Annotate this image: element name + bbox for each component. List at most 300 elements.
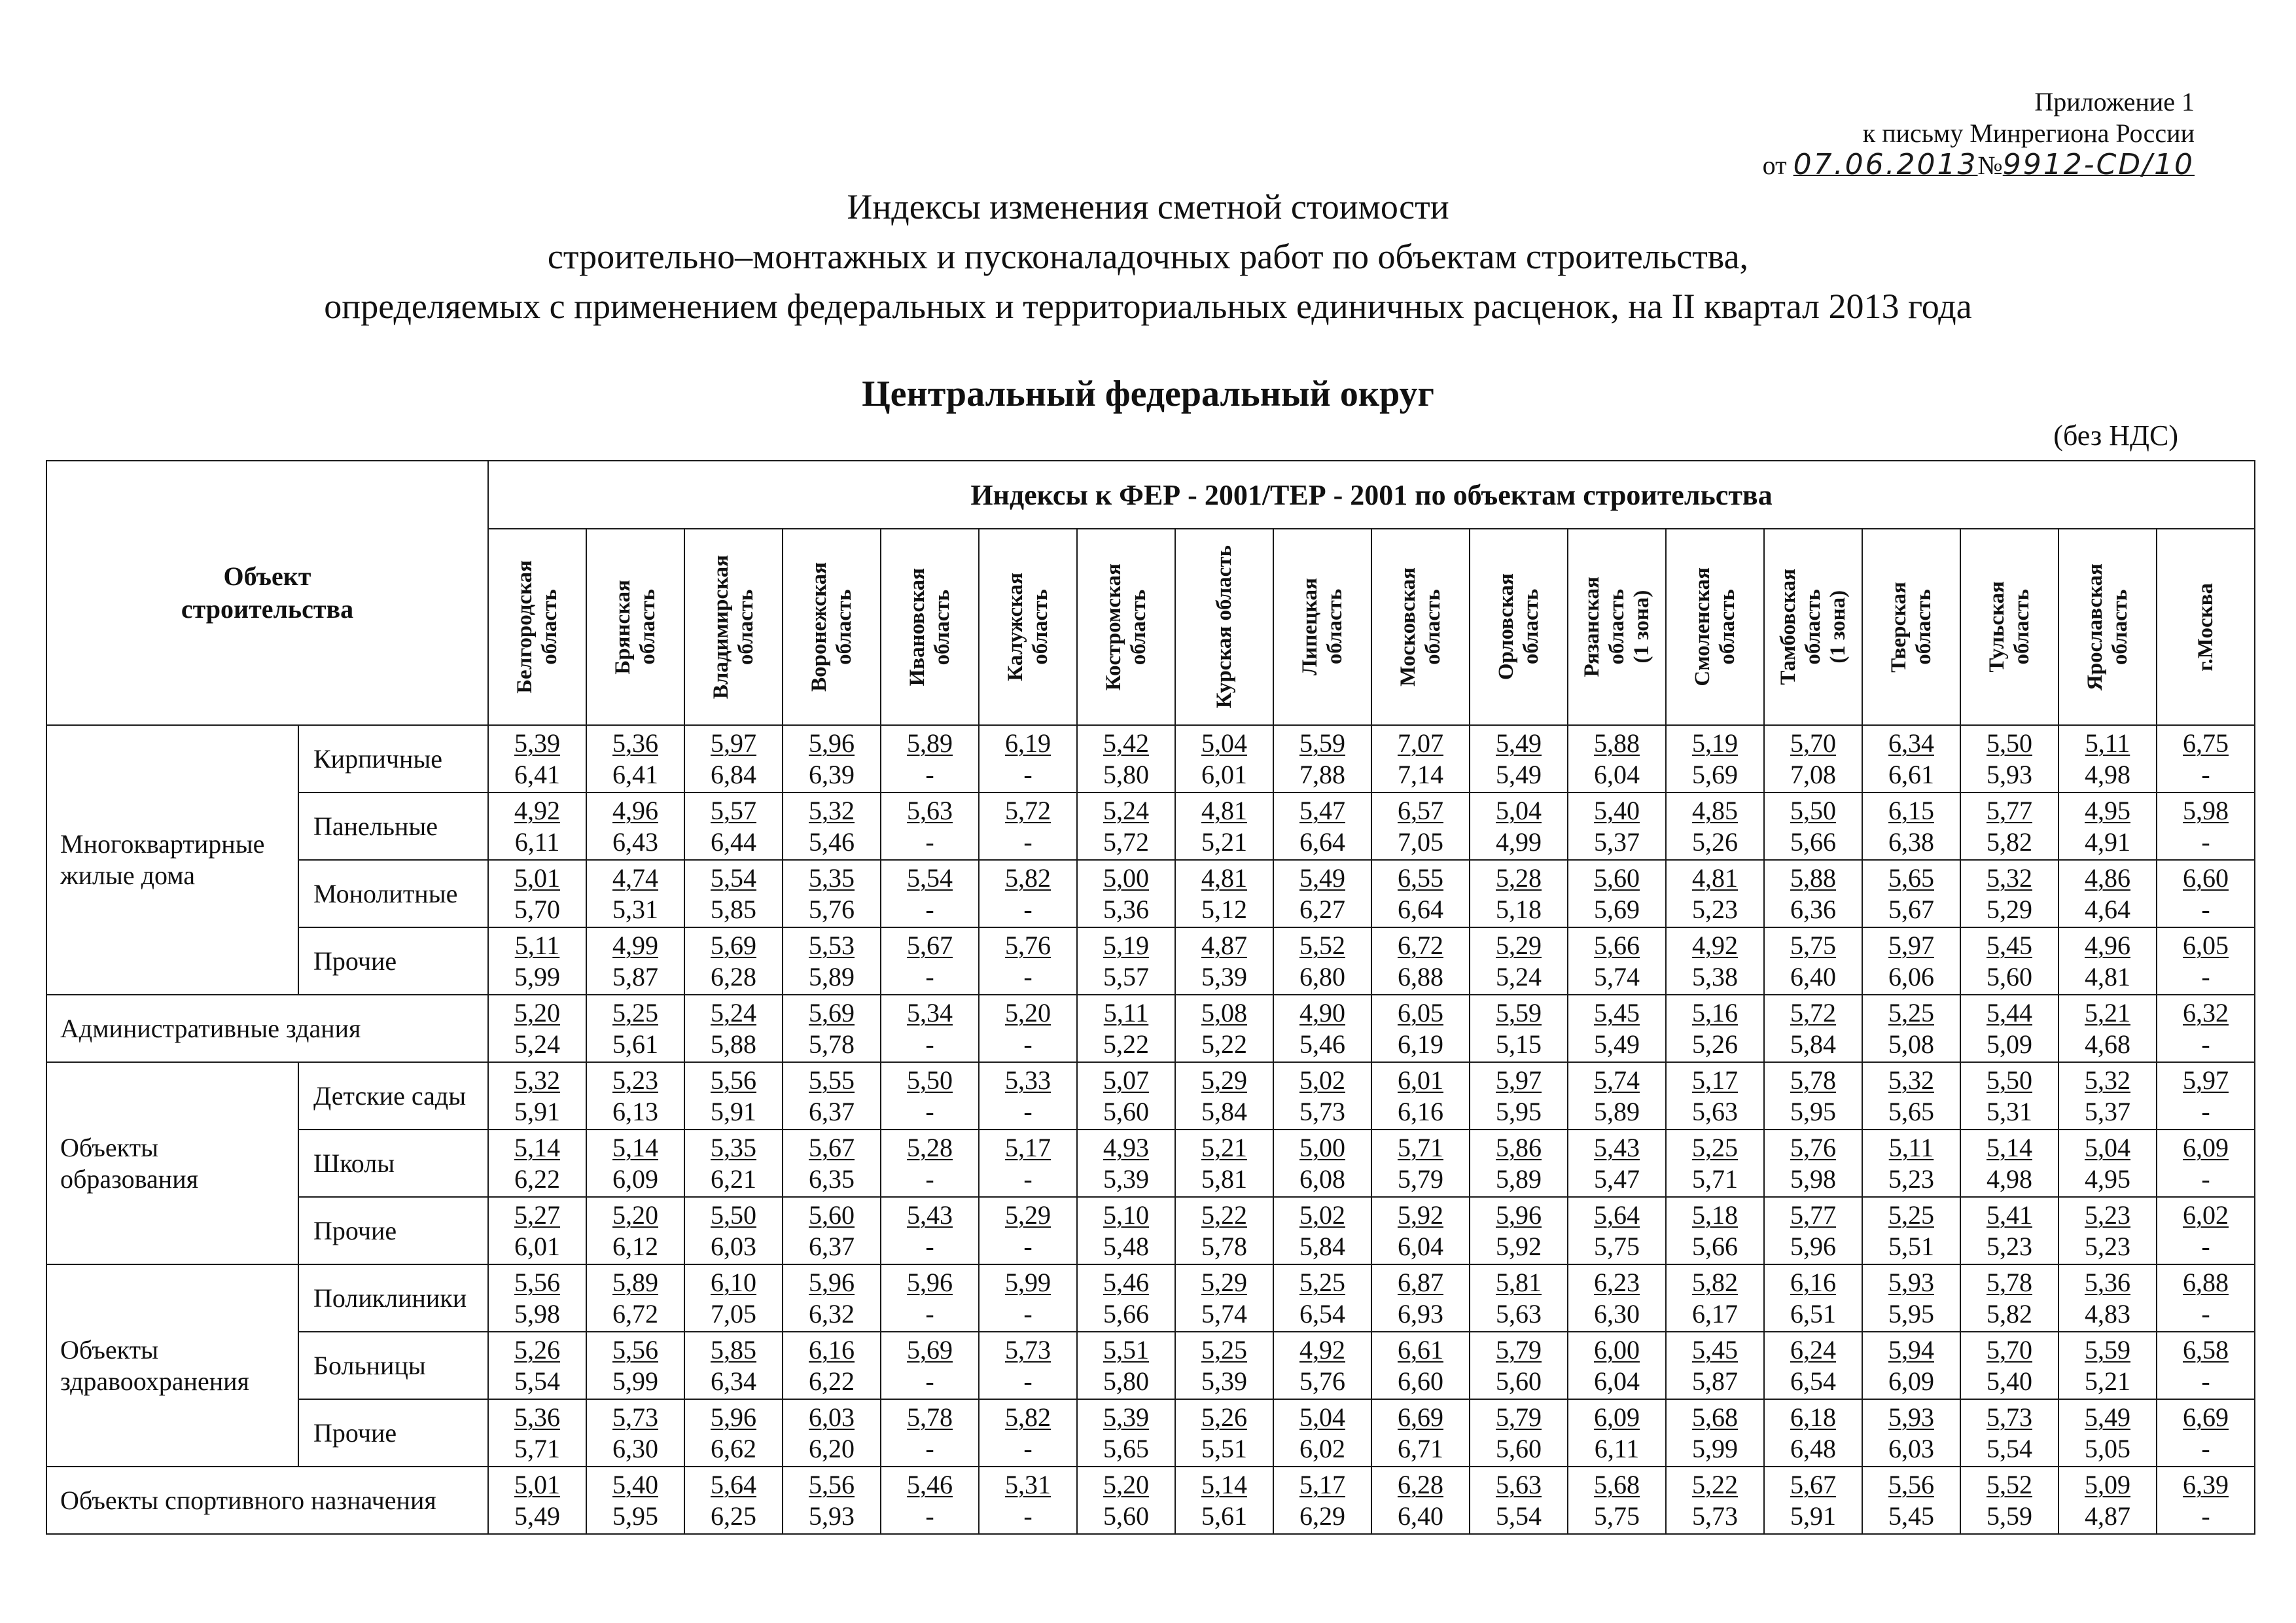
value-cell xyxy=(1175,1399,1273,1467)
fer-index: 6,00 xyxy=(1594,1334,1640,1364)
region-name: Воронежская область xyxy=(807,562,856,692)
value-cell xyxy=(1764,860,1862,927)
value-cell xyxy=(1568,1399,1666,1467)
value-cell xyxy=(2058,725,2157,793)
value-cell xyxy=(1273,725,1371,793)
fer-index: 5,44 xyxy=(1987,997,2032,1027)
value-cell xyxy=(586,860,684,927)
value-cell xyxy=(586,725,684,793)
ter-index: 5,23 xyxy=(1987,1231,2032,1261)
value-cell xyxy=(979,793,1077,860)
value-cell xyxy=(1666,793,1764,860)
fer-index: 5,25 xyxy=(1201,1334,1247,1364)
fer-index: 5,20 xyxy=(1005,997,1051,1027)
handwritten-number: 9912-CD/10 xyxy=(2002,148,2195,181)
district-heading: Центральный федеральный округ xyxy=(862,374,1434,414)
value-cell xyxy=(1666,1399,1764,1467)
value-cell xyxy=(1568,793,1666,860)
fer-index: 5,21 xyxy=(2085,997,2130,1027)
value-cell xyxy=(783,1264,881,1332)
ter-index: 5,91 xyxy=(711,1096,756,1126)
fer-index: 5,56 xyxy=(809,1469,855,1499)
ter-index: - xyxy=(925,1164,934,1194)
value-cell xyxy=(1568,927,1666,995)
value-cell xyxy=(1666,1130,1764,1197)
ter-index: 6,88 xyxy=(1398,961,1443,991)
fer-index: 5,04 xyxy=(1201,728,1247,758)
fer-index: 6,61 xyxy=(1398,1334,1443,1364)
value-cell xyxy=(488,860,586,927)
fer-index: 5,07 xyxy=(1103,1065,1149,1095)
value-cell xyxy=(783,1130,881,1197)
value-cell xyxy=(881,1130,979,1197)
fer-index: 5,56 xyxy=(1888,1469,1934,1499)
ter-index: 6,64 xyxy=(1398,894,1443,924)
value-cell xyxy=(1371,725,1470,793)
ter-index: 5,98 xyxy=(514,1298,560,1329)
fer-index: 5,22 xyxy=(1201,1200,1247,1230)
fer-index: 4,93 xyxy=(1103,1132,1149,1162)
ter-index: - xyxy=(1023,1433,1033,1463)
ter-index: 5,31 xyxy=(1987,1096,2032,1126)
value-cell xyxy=(1273,1197,1371,1264)
ter-index: 5,84 xyxy=(1201,1096,1247,1126)
value-cell xyxy=(783,1467,881,1534)
value-cell xyxy=(2157,725,2255,793)
region-header xyxy=(684,529,783,725)
ter-index: 5,85 xyxy=(711,894,756,924)
fer-index: 5,59 xyxy=(1299,728,1345,758)
value-cell xyxy=(1764,1332,1862,1399)
fer-index: 6,88 xyxy=(2183,1267,2229,1297)
ter-index: 6,02 xyxy=(1299,1433,1345,1463)
indices-table xyxy=(46,460,2255,1535)
fer-index: 5,97 xyxy=(2183,1065,2229,1095)
ter-index: 6,03 xyxy=(711,1231,756,1261)
fer-index: 6,18 xyxy=(1790,1402,1836,1432)
value-cell xyxy=(1371,1264,1470,1332)
fer-index: 6,69 xyxy=(2183,1402,2229,1432)
value-cell xyxy=(586,1332,684,1399)
ter-index: - xyxy=(1023,1096,1033,1126)
ter-index: 5,09 xyxy=(1987,1029,2032,1059)
fer-index: 5,79 xyxy=(1496,1402,1542,1432)
fer-index: 5,46 xyxy=(907,1469,953,1499)
fer-index: 5,78 xyxy=(1790,1065,1836,1095)
fer-index: 5,04 xyxy=(1299,1402,1345,1432)
value-cell xyxy=(783,927,881,995)
subcategory-label: Кирпичные xyxy=(298,725,488,793)
fer-index: 5,35 xyxy=(711,1132,756,1162)
ter-index: 5,60 xyxy=(1496,1433,1542,1463)
fer-index: 5,14 xyxy=(514,1132,560,1162)
ter-index: 5,49 xyxy=(1496,759,1542,789)
value-cell xyxy=(979,1264,1077,1332)
fer-index: 5,17 xyxy=(1005,1132,1051,1162)
ter-index: 5,23 xyxy=(1692,894,1738,924)
fer-index: 5,74 xyxy=(1594,1065,1640,1095)
ter-index: 5,66 xyxy=(1790,827,1836,857)
ter-index: 4,99 xyxy=(1496,827,1542,857)
ter-index: 6,25 xyxy=(711,1501,756,1531)
ter-index: 5,15 xyxy=(1496,1029,1542,1059)
value-cell xyxy=(1862,1062,1960,1130)
fer-index: 5,11 xyxy=(2085,728,2130,758)
table-row xyxy=(46,860,2255,927)
fer-index: 6,10 xyxy=(711,1267,756,1297)
fer-index: 4,74 xyxy=(612,863,658,893)
value-cell xyxy=(1273,1399,1371,1467)
value-cell xyxy=(1371,1399,1470,1467)
value-cell xyxy=(2157,1130,2255,1197)
fer-index: 6,23 xyxy=(1594,1267,1640,1297)
value-cell xyxy=(1470,1130,1568,1197)
region-name: Липецкая область xyxy=(1298,578,1347,676)
value-cell xyxy=(1175,1062,1273,1130)
value-cell xyxy=(1666,860,1764,927)
fer-index: 4,99 xyxy=(612,930,658,960)
ter-index: - xyxy=(1023,961,1033,991)
value-cell xyxy=(1175,1197,1273,1264)
value-cell xyxy=(488,1399,586,1467)
ter-index: 6,62 xyxy=(711,1433,756,1463)
ter-index: 5,26 xyxy=(1692,1029,1738,1059)
fer-index: 5,39 xyxy=(1103,1402,1149,1432)
ter-index: 5,76 xyxy=(809,894,855,924)
title-line-1: Индексы изменения сметной стоимости xyxy=(847,187,1449,226)
value-cell xyxy=(1568,1264,1666,1332)
ter-index: 6,09 xyxy=(1888,1366,1934,1396)
subcategory-label: Поликлиники xyxy=(298,1264,488,1332)
ter-index: 5,65 xyxy=(1103,1433,1149,1463)
fer-index: 5,59 xyxy=(2085,1334,2130,1364)
value-cell xyxy=(1175,860,1273,927)
table-row xyxy=(46,1332,2255,1399)
fer-index: 5,64 xyxy=(711,1469,756,1499)
ter-index: 5,93 xyxy=(809,1501,855,1531)
fer-index: 5,50 xyxy=(1987,1065,2032,1095)
value-cell xyxy=(1371,995,1470,1062)
fer-index: 5,73 xyxy=(612,1402,658,1432)
ter-index: - xyxy=(925,827,934,857)
ter-index: 5,73 xyxy=(1692,1501,1738,1531)
value-cell xyxy=(488,995,586,1062)
value-cell xyxy=(1960,927,2058,995)
fer-index: 5,25 xyxy=(1692,1132,1738,1162)
fer-index: 5,04 xyxy=(1496,795,1542,825)
ter-index: 5,72 xyxy=(1103,827,1149,857)
value-cell xyxy=(1470,1197,1568,1264)
ter-index: 5,63 xyxy=(1692,1096,1738,1126)
fer-index: 6,72 xyxy=(1398,930,1443,960)
fer-index: 5,82 xyxy=(1692,1267,1738,1297)
ter-index: 5,12 xyxy=(1201,894,1247,924)
value-cell xyxy=(1568,725,1666,793)
ter-index: 6,34 xyxy=(711,1366,756,1396)
fer-index: 5,97 xyxy=(1888,930,1934,960)
value-cell xyxy=(488,1332,586,1399)
value-cell xyxy=(1175,995,1273,1062)
ter-index: 6,71 xyxy=(1398,1433,1443,1463)
value-cell xyxy=(2058,1264,2157,1332)
value-cell xyxy=(684,860,783,927)
fer-index: 5,36 xyxy=(2085,1267,2130,1297)
value-cell xyxy=(1273,1130,1371,1197)
ter-index: 5,24 xyxy=(1496,961,1542,991)
value-cell xyxy=(1077,1467,1175,1534)
value-cell xyxy=(1862,1197,1960,1264)
ter-index: 5,36 xyxy=(1103,894,1149,924)
ter-index: 5,66 xyxy=(1692,1231,1738,1261)
ter-index: 5,46 xyxy=(809,827,855,857)
fer-index: 5,00 xyxy=(1299,1132,1345,1162)
ter-index: 5,37 xyxy=(1594,827,1640,857)
value-cell xyxy=(1077,1264,1175,1332)
ter-index: 6,54 xyxy=(1299,1298,1345,1329)
fer-index: 5,16 xyxy=(1692,997,1738,1027)
ter-index: 6,84 xyxy=(711,759,756,789)
table-row xyxy=(46,1130,2255,1197)
value-cell xyxy=(1862,1332,1960,1399)
ter-index: 6,27 xyxy=(1299,894,1345,924)
region-header xyxy=(586,529,684,725)
ter-index: 5,75 xyxy=(1594,1501,1640,1531)
value-cell xyxy=(1862,1399,1960,1467)
value-cell xyxy=(1666,1197,1764,1264)
fer-index: 5,25 xyxy=(1888,997,1934,1027)
ter-index: 6,32 xyxy=(809,1298,855,1329)
value-cell xyxy=(1077,927,1175,995)
ter-index: 5,88 xyxy=(711,1029,756,1059)
value-cell xyxy=(1960,1332,2058,1399)
ter-index: 6,61 xyxy=(1888,759,1934,789)
fer-index: 5,45 xyxy=(1987,930,2032,960)
fer-index: 5,70 xyxy=(1790,728,1836,758)
value-cell xyxy=(2058,860,2157,927)
value-cell xyxy=(881,1467,979,1534)
value-cell xyxy=(783,725,881,793)
value-cell xyxy=(2058,1467,2157,1534)
value-cell xyxy=(586,1399,684,1467)
table-row xyxy=(46,1399,2255,1467)
value-cell xyxy=(1077,1399,1175,1467)
fer-index: 5,26 xyxy=(1201,1402,1247,1432)
value-cell xyxy=(783,860,881,927)
fer-index: 5,17 xyxy=(1692,1065,1738,1095)
ter-index: 6,38 xyxy=(1888,827,1934,857)
fer-index: 5,11 xyxy=(1103,997,1149,1027)
fer-index: 5,54 xyxy=(907,863,953,893)
value-cell xyxy=(1470,927,1568,995)
fer-index: 5,65 xyxy=(1888,863,1934,893)
fer-index: 6,57 xyxy=(1398,795,1443,825)
fer-index: 5,88 xyxy=(1790,863,1836,893)
fer-index: 5,50 xyxy=(1987,728,2032,758)
ter-index: 6,13 xyxy=(612,1096,658,1126)
value-cell xyxy=(1764,927,1862,995)
ter-index: 7,14 xyxy=(1398,759,1443,789)
ter-index: - xyxy=(925,894,934,924)
value-cell xyxy=(1175,1332,1273,1399)
ter-index: - xyxy=(1023,827,1033,857)
fer-index: 6,16 xyxy=(809,1334,855,1364)
ter-index: 7,88 xyxy=(1299,759,1345,789)
value-cell xyxy=(1175,1467,1273,1534)
fer-index: 5,60 xyxy=(1594,863,1640,893)
ter-index: 5,98 xyxy=(1790,1164,1836,1194)
ter-index: 5,54 xyxy=(1496,1501,1542,1531)
value-cell xyxy=(1273,1467,1371,1534)
value-cell xyxy=(684,995,783,1062)
ter-index: - xyxy=(2201,1433,2210,1463)
ter-index: - xyxy=(2201,961,2210,991)
value-cell xyxy=(783,1332,881,1399)
fer-index: 6,05 xyxy=(1398,997,1443,1027)
handwritten-date: 07.06.2013 xyxy=(1793,148,1978,181)
ter-index: 6,80 xyxy=(1299,961,1345,991)
fer-index: 5,19 xyxy=(1103,930,1149,960)
fer-index: 5,43 xyxy=(1594,1132,1640,1162)
ter-index: 5,96 xyxy=(1790,1231,1836,1261)
fer-index: 5,82 xyxy=(1005,1402,1051,1432)
table-row xyxy=(46,793,2255,860)
value-cell xyxy=(1960,1399,2058,1467)
fer-index: 5,73 xyxy=(1005,1334,1051,1364)
ter-index: - xyxy=(2201,1231,2210,1261)
fer-index: 5,14 xyxy=(1987,1132,2032,1162)
value-cell xyxy=(1273,860,1371,927)
fer-index: 5,50 xyxy=(907,1065,953,1095)
fer-index: 5,53 xyxy=(809,930,855,960)
value-cell xyxy=(586,1467,684,1534)
ter-index: 5,39 xyxy=(1201,961,1247,991)
value-cell xyxy=(1371,927,1470,995)
ter-index: 6,06 xyxy=(1888,961,1934,991)
fer-index: 5,49 xyxy=(1299,863,1345,893)
region-name: Курская область xyxy=(1212,545,1236,709)
value-cell xyxy=(979,1130,1077,1197)
value-cell xyxy=(881,1197,979,1264)
fer-index: 6,01 xyxy=(1398,1065,1443,1095)
ter-index: 5,82 xyxy=(1987,827,2032,857)
value-cell xyxy=(1568,1197,1666,1264)
fer-index: 5,57 xyxy=(711,795,756,825)
object-label: Объекты спортивного назначения xyxy=(46,1467,488,1534)
ter-index: - xyxy=(1023,759,1033,789)
value-cell xyxy=(1175,1130,1273,1197)
ter-index: 5,31 xyxy=(612,894,658,924)
value-cell xyxy=(1175,793,1273,860)
fer-index: 5,25 xyxy=(612,997,658,1027)
fer-index: 5,97 xyxy=(711,728,756,758)
ter-index: 6,51 xyxy=(1790,1298,1836,1329)
value-cell xyxy=(1273,793,1371,860)
ter-index: 5,84 xyxy=(1299,1231,1345,1261)
ter-index: 5,71 xyxy=(514,1433,560,1463)
value-cell xyxy=(1862,927,1960,995)
ter-index: 5,65 xyxy=(1888,1096,1934,1126)
title-line-2: строительно–монтажных и пусконаладочных работ по объектам строительства, xyxy=(547,237,1749,276)
ter-index: 5,74 xyxy=(1201,1298,1247,1329)
fer-index: 4,85 xyxy=(1692,795,1738,825)
value-cell xyxy=(684,1062,783,1130)
fer-index: 5,72 xyxy=(1005,795,1051,825)
fer-index: 5,50 xyxy=(1790,795,1836,825)
value-cell xyxy=(979,860,1077,927)
ter-index: 5,46 xyxy=(1299,1029,1345,1059)
ter-index: 6,08 xyxy=(1299,1164,1345,1194)
value-cell xyxy=(1764,1197,1862,1264)
value-cell xyxy=(979,1399,1077,1467)
ter-index: 5,38 xyxy=(1692,961,1738,991)
ter-index: 5,84 xyxy=(1790,1029,1836,1059)
value-cell xyxy=(2157,1467,2255,1534)
value-cell xyxy=(881,1062,979,1130)
fer-index: 5,97 xyxy=(1496,1065,1542,1095)
ter-index: 5,92 xyxy=(1496,1231,1542,1261)
fer-index: 5,29 xyxy=(1201,1267,1247,1297)
fer-index: 5,75 xyxy=(1790,930,1836,960)
fer-index: 5,92 xyxy=(1398,1200,1443,1230)
value-cell xyxy=(1960,1062,2058,1130)
value-cell xyxy=(1371,793,1470,860)
value-cell xyxy=(1077,1130,1175,1197)
ter-index: 5,78 xyxy=(1201,1231,1247,1261)
value-cell xyxy=(979,1062,1077,1130)
fer-index: 5,77 xyxy=(1790,1200,1836,1230)
value-cell xyxy=(1077,995,1175,1062)
value-cell xyxy=(1862,995,1960,1062)
ter-index: 5,29 xyxy=(1987,894,2032,924)
fer-index: 6,34 xyxy=(1888,728,1934,758)
ter-index: 6,40 xyxy=(1790,961,1836,991)
ter-index: 6,04 xyxy=(1398,1231,1443,1261)
value-cell xyxy=(1470,1062,1568,1130)
ter-index: 5,93 xyxy=(1987,759,2032,789)
ter-index: 5,45 xyxy=(1888,1501,1934,1531)
fer-index: 5,94 xyxy=(1888,1334,1934,1364)
region-name: Орловская область xyxy=(1494,573,1543,681)
value-cell xyxy=(2157,1264,2255,1332)
ter-index: 5,66 xyxy=(1103,1298,1149,1329)
fer-index: 5,82 xyxy=(1005,863,1051,893)
fer-index: 5,32 xyxy=(1888,1065,1934,1095)
fer-index: 5,39 xyxy=(514,728,560,758)
ter-index: 6,35 xyxy=(809,1164,855,1194)
ter-index: 5,99 xyxy=(612,1366,658,1396)
fer-index: 5,51 xyxy=(1103,1334,1149,1364)
fer-index: 6,03 xyxy=(809,1402,855,1432)
value-cell xyxy=(1862,793,1960,860)
fer-index: 5,42 xyxy=(1103,728,1149,758)
ter-index: 6,20 xyxy=(809,1433,855,1463)
subcategory-label: Панельные xyxy=(298,793,488,860)
fer-index: 5,59 xyxy=(1496,997,1542,1027)
ter-index: 5,54 xyxy=(514,1366,560,1396)
fer-index: 5,45 xyxy=(1692,1334,1738,1364)
ter-index: 6,30 xyxy=(1594,1298,1640,1329)
fer-index: 5,98 xyxy=(2183,795,2229,825)
fer-index: 5,28 xyxy=(907,1132,953,1162)
ter-index: 5,22 xyxy=(1103,1029,1149,1059)
ter-index: - xyxy=(925,759,934,789)
fer-index: 4,96 xyxy=(612,795,658,825)
region-header xyxy=(2157,529,2255,725)
ter-index: - xyxy=(2201,759,2210,789)
ter-index: 5,95 xyxy=(1888,1298,1934,1329)
value-cell xyxy=(1371,1332,1470,1399)
value-cell xyxy=(881,793,979,860)
